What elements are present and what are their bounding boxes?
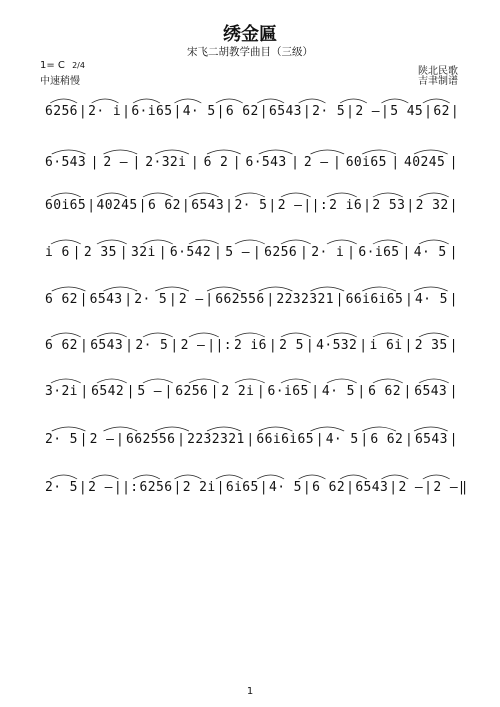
measure: 2· 5 [312, 104, 346, 119]
barline: | [79, 292, 88, 307]
slur [189, 379, 219, 383]
slur [373, 240, 403, 244]
barline: | [266, 292, 275, 307]
barline: | [346, 480, 355, 495]
slur [155, 150, 189, 154]
slur [259, 427, 293, 431]
page-number: 1 [246, 686, 254, 697]
slur [257, 99, 284, 103]
measure: 2·32i [145, 155, 187, 170]
transcriber-credit: 吉聿制谱 [418, 76, 458, 87]
measure: 6543 [414, 384, 448, 399]
barline-end: | [449, 198, 458, 213]
measure: 6256 [139, 480, 173, 495]
measure: 2· 5 [134, 292, 168, 307]
measure: 2 – [277, 198, 303, 213]
measure: 2· 5 [234, 198, 268, 213]
slur [281, 193, 311, 197]
slur [189, 240, 219, 244]
measure: 2 i6 [233, 338, 267, 353]
measure: 2 – [355, 104, 380, 119]
barline: | [302, 104, 312, 119]
notation-measures [44, 480, 468, 495]
slur [381, 99, 408, 103]
barline: | [363, 198, 372, 213]
slur [133, 475, 160, 479]
key-signature: 1= C [40, 60, 65, 71]
slur [362, 150, 396, 154]
barline: | [346, 104, 355, 119]
barline: | [119, 245, 129, 260]
measure: 6 62 [370, 432, 404, 447]
measure: 62 [433, 104, 450, 119]
measure: 2 – [89, 432, 115, 447]
notation-row [44, 384, 458, 402]
slur [235, 193, 265, 197]
measure: 5 – [225, 245, 250, 260]
barline: | [404, 432, 414, 447]
barline: | [138, 198, 147, 213]
slur [327, 333, 357, 337]
measure: 6542 [91, 384, 125, 399]
barline: | [332, 155, 342, 170]
slur [143, 379, 173, 383]
measure: 2 – [398, 480, 424, 495]
slur [97, 240, 127, 244]
barline: ||: [303, 198, 329, 213]
measure: 4· 5 [325, 432, 359, 447]
slur [311, 150, 345, 154]
measure: 2 53 [372, 198, 406, 213]
measure: 4·532 [316, 338, 358, 353]
measure: 40245 [404, 155, 446, 170]
notation-row [44, 432, 458, 450]
measure: 2· 5 [45, 480, 78, 495]
barline: | [164, 384, 173, 399]
slur [340, 475, 367, 479]
measure: 4· 5 [321, 384, 355, 399]
slur [423, 475, 450, 479]
slur [50, 475, 77, 479]
barline-end: | [449, 338, 458, 353]
slur [155, 287, 189, 291]
barline-end: | [450, 104, 460, 119]
slur [52, 427, 86, 431]
slur [340, 99, 367, 103]
measure: 6543 [89, 292, 123, 307]
song-title: 绣金匾 [223, 24, 277, 45]
slur [423, 99, 450, 103]
measure: 6 62 [45, 338, 78, 353]
notation-row [44, 245, 458, 263]
slur [235, 379, 265, 383]
slur-marks [44, 419, 458, 433]
barline: | [214, 245, 223, 260]
barline: | [406, 198, 415, 213]
measure: 66i6i65 [256, 432, 314, 447]
barline: | [126, 384, 135, 399]
slur-marks [44, 467, 458, 481]
barline: | [210, 384, 219, 399]
barline: | [268, 198, 277, 213]
notation-row [44, 480, 468, 498]
slur [414, 150, 448, 154]
measure: 4· 5 [269, 480, 302, 495]
barline: | [79, 432, 88, 447]
slur [52, 150, 86, 154]
slur [92, 475, 119, 479]
slur-marks [44, 185, 458, 199]
slur [143, 193, 173, 197]
slur [51, 333, 81, 337]
measure: 2 32 [415, 198, 449, 213]
barline: | [300, 245, 309, 260]
measure: 6 2 [203, 155, 229, 170]
slur [52, 287, 86, 291]
slur [414, 427, 448, 431]
measure: 2· i [88, 104, 122, 119]
slur [381, 475, 408, 479]
barline: | [78, 480, 88, 495]
barline-end: | [449, 155, 458, 170]
slur [299, 475, 326, 479]
barline: | [232, 155, 241, 170]
slur [97, 333, 127, 337]
barline: | [132, 155, 141, 170]
slur [373, 379, 403, 383]
slur [104, 150, 138, 154]
slur [235, 240, 265, 244]
slur [373, 333, 403, 337]
notation-measures [44, 155, 458, 170]
slur [235, 333, 265, 337]
barline: | [403, 384, 412, 399]
barline: | [216, 480, 225, 495]
barline: | [225, 198, 234, 213]
slur [97, 193, 127, 197]
slur-marks [44, 279, 458, 293]
slur [362, 427, 396, 431]
barline: | [357, 384, 366, 399]
slur [50, 99, 77, 103]
measure: 6543 [355, 480, 389, 495]
barline: | [190, 155, 200, 170]
barline: | [173, 480, 182, 495]
barline: | [205, 292, 214, 307]
slur [174, 475, 201, 479]
slur [299, 99, 326, 103]
measure: 6i65 [225, 480, 259, 495]
slur [327, 193, 357, 197]
measure: 2 i6 [329, 198, 363, 213]
slur [104, 427, 138, 431]
measure: 4· 5 [182, 104, 216, 119]
measure: 2 – [433, 480, 459, 495]
slur-marks [44, 91, 458, 105]
time-signature: 2/4 [72, 61, 85, 70]
origin-credit: 陕北民歌 [418, 66, 458, 77]
slur [419, 240, 449, 244]
measure: 6 62 [147, 198, 181, 213]
barline: | [246, 432, 255, 447]
barline: ||: [113, 480, 139, 495]
barline: | [347, 245, 356, 260]
measure: 60i65 [45, 198, 87, 213]
measure: 6543 [191, 198, 225, 213]
barline: | [402, 245, 411, 260]
slur [311, 287, 345, 291]
notation-row [44, 155, 458, 173]
notation-measures [44, 384, 458, 399]
measure: 6 62 [45, 292, 78, 307]
measure: 2 – [178, 292, 204, 307]
barline: | [78, 104, 88, 119]
measure: 4· 5 [413, 245, 447, 260]
slur [311, 427, 345, 431]
barline: | [116, 432, 125, 447]
measure: 2 2i [221, 384, 255, 399]
measure: 6 62 [368, 384, 401, 399]
slur [259, 150, 293, 154]
barline: | [80, 384, 89, 399]
barline: | [424, 104, 433, 119]
measure: 66i6i65 [345, 292, 404, 307]
barline: | [404, 292, 414, 307]
measure: 2 35 [414, 338, 448, 353]
slur [51, 193, 81, 197]
tempo-marking: 中速稍慢 [40, 76, 80, 87]
barline: | [168, 292, 178, 307]
measure: 2232321 [276, 292, 334, 307]
measure: 2· i [311, 245, 345, 260]
measure: 40245 [96, 198, 138, 213]
slur-marks [44, 142, 458, 156]
barline: | [311, 384, 320, 399]
measure: 2232321 [187, 432, 245, 447]
slur [51, 240, 81, 244]
measure: 6256 [175, 384, 209, 399]
measure: 4· 5 [414, 292, 448, 307]
slur [281, 240, 311, 244]
measure: 6·542 [169, 245, 212, 260]
barline: | [424, 480, 433, 495]
measure: 5 – [137, 384, 162, 399]
notation-measures [44, 198, 458, 213]
measure: 60i65 [345, 155, 387, 170]
measure: 6 62 [312, 480, 346, 495]
slur [207, 427, 241, 431]
slur [362, 287, 396, 291]
song-subtitle: 宋飞二胡教学曲目（三级） [187, 46, 313, 58]
notation-measures [44, 104, 458, 119]
slur [189, 193, 219, 197]
barline: | [256, 384, 266, 399]
slur [155, 427, 189, 431]
slur [92, 99, 119, 103]
barline: | [79, 338, 89, 353]
measure: 2 2i [182, 480, 216, 495]
measure: 2 – [180, 338, 206, 353]
measure: 32i [131, 245, 156, 260]
notation-row [44, 338, 458, 356]
barline: | [360, 432, 369, 447]
slur [143, 333, 173, 337]
slur [51, 379, 81, 383]
measure: 3·2i [45, 384, 78, 399]
measure: 2 – [103, 155, 129, 170]
barline: | [173, 104, 182, 119]
measure: 6256 [264, 245, 298, 260]
barline: | [302, 480, 312, 495]
barline: | [404, 338, 413, 353]
measure: 2 – [303, 155, 329, 170]
barline: | [124, 292, 133, 307]
slur-marks [44, 371, 458, 385]
barline-end: ‖ [459, 480, 468, 495]
measure: 2 – [88, 480, 113, 495]
measure: 6·i65 [358, 245, 400, 260]
slur [419, 333, 449, 337]
measure: i 6 [45, 245, 70, 260]
measure: 5 45 [390, 104, 424, 119]
measure: 2 5 [279, 338, 304, 353]
notation-row [44, 292, 458, 310]
barline: | [268, 338, 278, 353]
measure: 6543 [90, 338, 124, 353]
notation-measures [44, 338, 458, 353]
barline-end: | [449, 245, 458, 260]
barline: | [305, 338, 315, 353]
barline: | [381, 104, 390, 119]
measure: 2· 5 [45, 432, 78, 447]
slur-marks [44, 232, 458, 246]
slur [327, 240, 357, 244]
barline: | [335, 292, 344, 307]
slur [216, 99, 243, 103]
measure: 662556 [215, 292, 265, 307]
slur [97, 379, 127, 383]
barline: | [177, 432, 186, 447]
measure: 6·i65 [131, 104, 173, 119]
barline-end: | [449, 432, 458, 447]
measure: 6 62 [225, 104, 259, 119]
measure: 6·543 [45, 155, 87, 170]
barline: | [170, 338, 179, 353]
slur [143, 240, 173, 244]
slur [257, 475, 284, 479]
slur [133, 99, 160, 103]
barline: | [181, 198, 191, 213]
slur [174, 99, 201, 103]
barline: | [259, 480, 268, 495]
slur [281, 379, 311, 383]
slur [419, 193, 449, 197]
barline: | [158, 245, 167, 260]
measure: 6256 [45, 104, 78, 119]
slur [419, 379, 449, 383]
barline: | [125, 338, 134, 353]
slur [216, 475, 243, 479]
key-time-signature [40, 60, 85, 71]
slur [327, 379, 357, 383]
measure: i 6i [369, 338, 403, 353]
barline-end: | [449, 292, 458, 307]
measure: 2· 5 [135, 338, 169, 353]
notation-row [44, 198, 458, 216]
barline: | [315, 432, 324, 447]
barline: | [122, 104, 131, 119]
barline: | [359, 338, 368, 353]
slur-marks [44, 325, 458, 339]
barline: ||: [207, 338, 232, 353]
slur [207, 150, 241, 154]
barline: | [90, 155, 99, 170]
measure: 6543 [414, 432, 448, 447]
measure: 2 35 [83, 245, 117, 260]
barline: | [216, 104, 225, 119]
barline: | [389, 480, 398, 495]
slur [281, 333, 311, 337]
barline: | [252, 245, 262, 260]
barline: | [391, 155, 400, 170]
barline: | [72, 245, 81, 260]
measure: 6·543 [245, 155, 287, 170]
barline: | [87, 198, 96, 213]
slur [104, 287, 138, 291]
slur [189, 333, 219, 337]
measure: 6543 [269, 104, 302, 119]
notation-measures [44, 432, 458, 447]
measure: 662556 [126, 432, 176, 447]
notation-measures [44, 292, 458, 307]
slur [259, 287, 293, 291]
barline: | [259, 104, 268, 119]
slur [207, 287, 241, 291]
slur [414, 287, 448, 291]
barline: | [291, 155, 300, 170]
notation-measures [44, 245, 458, 260]
notation-row [44, 104, 458, 122]
measure: 6·i65 [267, 384, 309, 399]
barline-end: | [449, 384, 458, 399]
slur [373, 193, 403, 197]
